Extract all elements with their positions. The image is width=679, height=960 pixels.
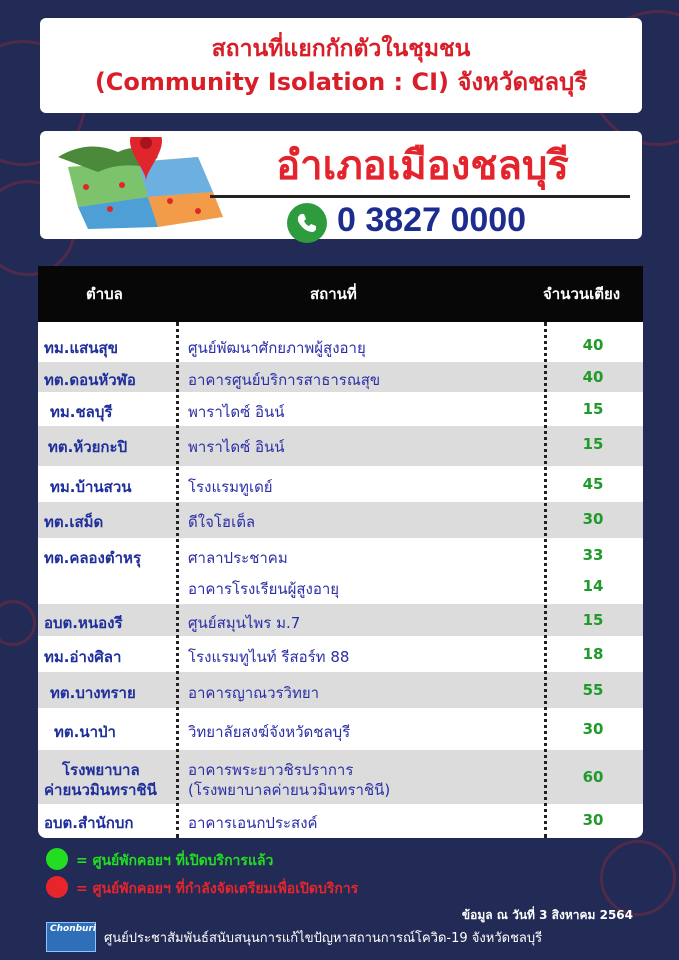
cell-subdistrict: ทต.นาป่า	[54, 723, 116, 741]
cell-beds: 45	[582, 475, 604, 493]
cell-beds: 40	[582, 368, 604, 386]
cell-subdistrict: ทต.บางทราย	[50, 684, 136, 702]
phone-number[interactable]: 0 3827 0000	[337, 201, 527, 239]
table-row	[38, 710, 643, 748]
cell-place: อาคารโรงเรียนผู้สูงอายุ	[188, 580, 340, 598]
table-row	[38, 750, 643, 804]
organization-name: ศูนย์ประชาสัมพันธ์สนับสนุนการแก้ไขปัญหาสถานการณ์โควิด-19 จังหวัดชลบุรี	[104, 931, 543, 946]
cell-place: วิทยาลัยสงฆ์จังหวัดชลบุรี	[188, 723, 351, 741]
cell-beds: 18	[582, 645, 604, 663]
cell-place: ดีใจโฮเต็ล	[188, 513, 256, 531]
virus-decoration-icon	[600, 840, 676, 916]
legend-preparing-dot	[46, 876, 68, 898]
district-name: อำเภอเมืองชลบุรี	[276, 143, 569, 189]
table-row	[38, 672, 643, 708]
cell-subdistrict: ทต.ดอนหัวฬ่อ	[44, 371, 136, 389]
table-row	[38, 638, 643, 670]
cell-beds: 40	[582, 336, 604, 354]
cell-place: อาคารเอนกประสงค์	[188, 814, 318, 832]
table-row	[38, 502, 643, 538]
table-row	[38, 540, 643, 602]
ci-table	[38, 266, 643, 838]
chonburi-logo	[46, 922, 96, 952]
cell-place: ศูนย์พัฒนาศักยภาพผู้สูงอายุ	[188, 339, 366, 357]
table-row	[38, 468, 643, 500]
cell-beds: 15	[582, 435, 604, 453]
cell-subdistrict: ทม.ชลบุรี	[50, 403, 113, 421]
cell-beds: 15	[582, 611, 604, 629]
header-beds: จำนวนเตียง	[543, 285, 621, 303]
column-divider	[544, 322, 547, 838]
legend-preparing-label: = ศูนย์พักคอยฯ ที่กำลังจัดเตรียมเพื่อเปิดบริการ	[76, 881, 359, 897]
cell-place: (โรงพยาบาลค่ายนวมินทราชินี)	[188, 781, 391, 799]
cell-subdistrict: ทต.คลองตำหรุ	[44, 549, 141, 567]
cell-place: อาคารญาณวรวิทยา	[188, 684, 320, 702]
virus-decoration-icon	[0, 600, 36, 646]
legend-open-dot	[46, 848, 68, 870]
phone-icon	[287, 203, 327, 243]
cell-place: ศาลาประชาคม	[188, 549, 288, 567]
cell-subdistrict: ทต.เสม็ด	[44, 513, 104, 531]
table-row	[38, 394, 643, 424]
page-title: สถานที่แยกกักตัวในชุมชน	[211, 35, 471, 62]
cell-subdistrict: ค่ายนวมินทราชินี	[44, 781, 157, 799]
cell-place: ศูนย์สมุนไพร ม.7	[188, 614, 301, 632]
cell-beds: 55	[582, 681, 604, 699]
cell-subdistrict: อบต.หนองรี	[44, 614, 123, 632]
cell-beds: 15	[582, 400, 604, 418]
cell-subdistrict: ทม.บ้านสวน	[50, 478, 132, 496]
page-subtitle: (Community Isolation : CI) จังหวัดชลบุรี	[94, 67, 588, 96]
cell-beds: 30	[582, 811, 604, 829]
cell-subdistrict: อบต.สำนักบก	[44, 814, 134, 832]
table-row	[38, 330, 643, 360]
header-subdistrict: ตำบล	[86, 285, 123, 303]
cell-beds: 14	[582, 577, 604, 595]
column-divider	[176, 322, 179, 838]
cell-subdistrict: ทม.แสนสุข	[44, 339, 118, 357]
title-banner	[40, 18, 642, 113]
cell-beds: 60	[582, 768, 604, 786]
logo-text: Chonburi	[50, 924, 96, 934]
district-banner	[40, 131, 642, 239]
legend-open-label: = ศูนย์พักคอยฯ ที่เปิดบริการแล้ว	[76, 853, 274, 869]
cell-subdistrict: ทต.ห้วยกะปิ	[48, 438, 128, 456]
cell-subdistrict: โรงพยาบาล	[62, 761, 140, 779]
cell-place: โรงแรมทูไนท์ รีสอร์ท 88	[188, 648, 350, 666]
data-date: ข้อมูล ณ วันที่ 3 สิงหาคม 2564	[461, 908, 633, 922]
cell-beds: 33	[582, 546, 604, 564]
cell-place: พาราไดซ์ อินน์	[188, 403, 285, 421]
table-row	[38, 362, 643, 392]
cell-place: โรงแรมทูเดย์	[188, 478, 273, 496]
cell-beds: 30	[582, 510, 604, 528]
header-place: สถานที่	[310, 285, 357, 303]
table-header	[38, 266, 643, 322]
table-row	[38, 604, 643, 636]
cell-place: อาคารศูนย์บริการสาธารณสุข	[188, 371, 381, 389]
cell-place: พาราไดซ์ อินน์	[188, 438, 285, 456]
table-row	[38, 806, 643, 836]
table-row	[38, 426, 643, 466]
cell-beds: 30	[582, 720, 604, 738]
cell-place: อาคารพระยาวชิรปราการ	[188, 761, 354, 779]
cell-subdistrict: ทม.อ่างศิลา	[44, 648, 122, 666]
